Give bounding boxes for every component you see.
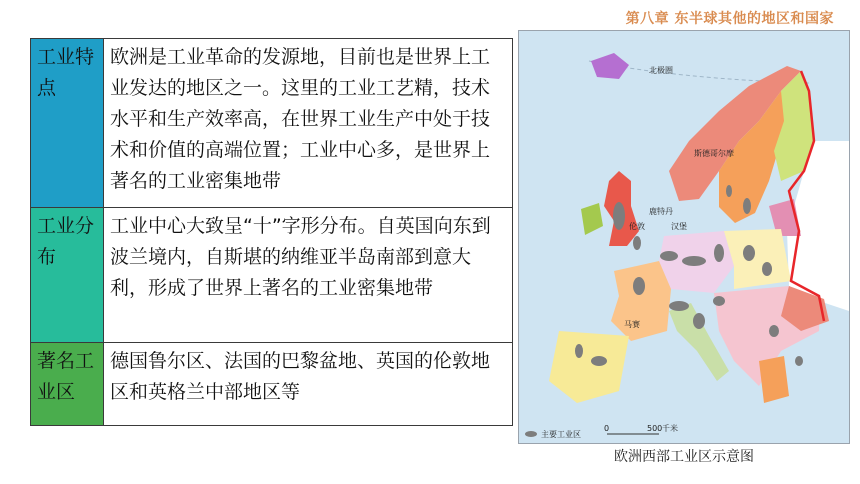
label-stockholm: 斯德哥尔摩 — [694, 149, 734, 158]
scale-zero: 0 — [604, 424, 610, 433]
legend-label: 主要工业区 — [541, 430, 581, 439]
poland-shape — [724, 229, 791, 289]
legend-swatch — [525, 431, 537, 437]
row-label-features: 工业特点 — [31, 39, 104, 208]
label-london: 伦敦 — [629, 222, 645, 231]
map-caption: 欧洲西部工业区示意图 — [614, 449, 754, 465]
table-row-distribution — [31, 208, 513, 343]
row-content-distribution: 工业中心大致呈“十”字形分布。自英国向东到波兰境内，自斯堪的纳维亚半岛南部到意大利，形成了世界上著名的工业密集地带 — [104, 208, 513, 343]
industry-info-table — [30, 38, 513, 426]
label-rotterdam: 鹿特丹 — [649, 207, 673, 216]
label-arctic-circle: 北极圈 — [649, 66, 673, 75]
label-marseille: 马赛 — [624, 320, 640, 329]
row-content-features: 欧洲是工业革命的发源地，目前也是世界上工业发达的地区之一。这里的工业工艺精，技术水平和生产效率高，在世界工业生产中处于技术和价值的高端位置；工业中心多，是世界上著名的工业密集地带 — [104, 39, 513, 208]
scale-unit: 千米 — [662, 424, 678, 433]
france-shape — [611, 261, 671, 341]
europe-industry-map — [518, 30, 850, 444]
row-label-distribution: 工业分布 — [31, 208, 104, 343]
greece-shape — [759, 356, 789, 403]
chapter-title: 第八章 东半球其他的地区和国家 — [625, 11, 834, 27]
map-svg — [519, 31, 849, 443]
row-label-famous-zones: 著名工业区 — [31, 343, 104, 426]
row-content-famous-zones: 德国鲁尔区、法国的巴黎盆地、英国的伦敦地区和英格兰中部地区等 — [104, 343, 513, 426]
table-row-features — [31, 39, 513, 208]
table-row-famous-zones — [31, 343, 513, 426]
label-hamburg: 汉堡 — [671, 222, 687, 231]
scale-value: 500 — [647, 424, 663, 433]
